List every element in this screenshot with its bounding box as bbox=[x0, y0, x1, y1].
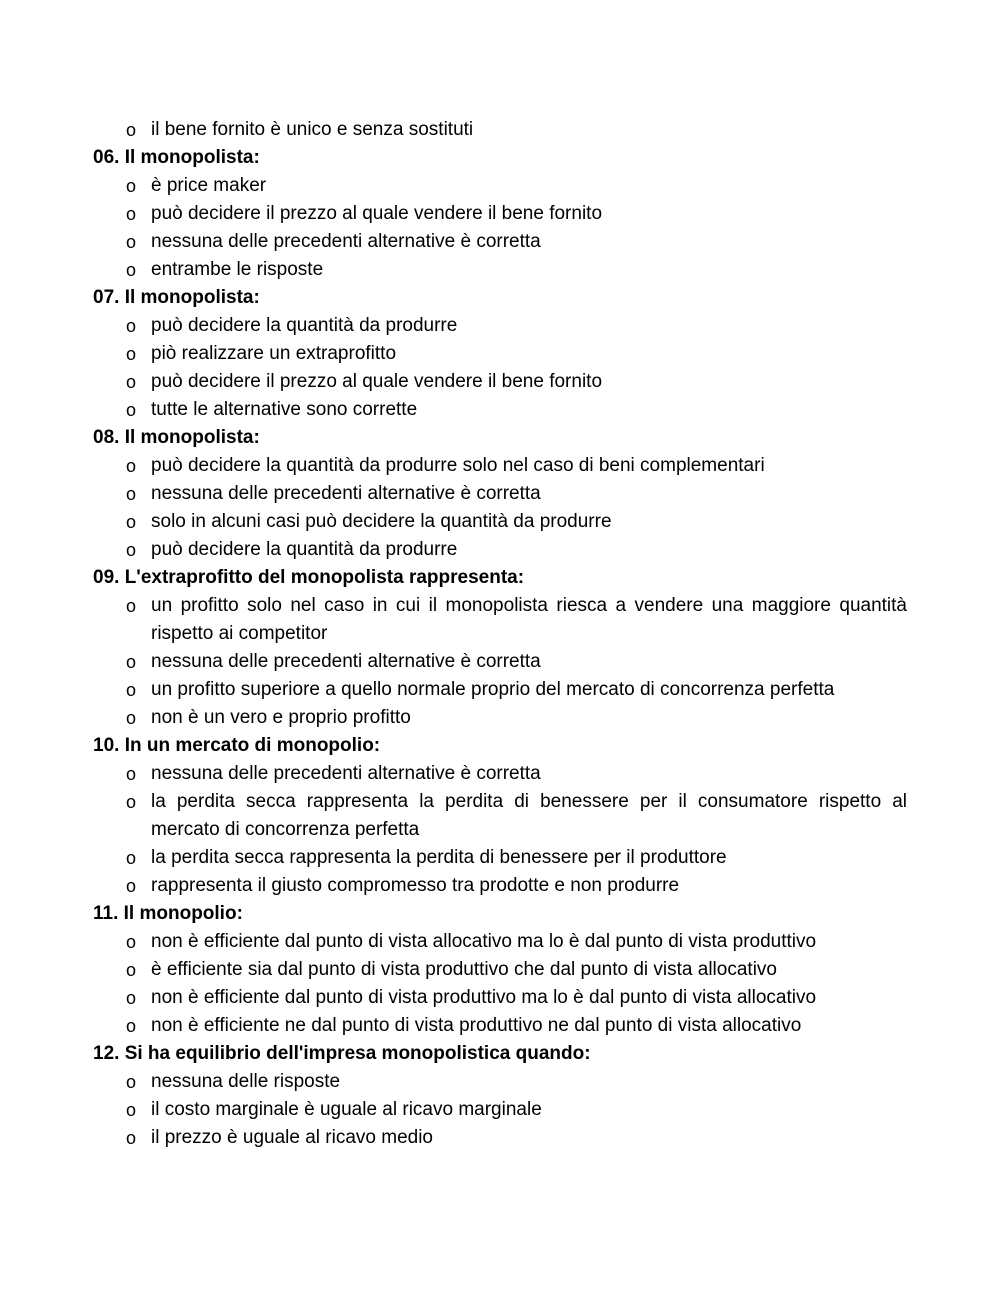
option-text: nessuna delle precedenti alternative è corretta bbox=[151, 483, 541, 504]
answer-option bbox=[93, 760, 907, 788]
bullet-icon: o bbox=[125, 484, 136, 504]
bullet-icon: o bbox=[125, 232, 136, 252]
answer-option bbox=[93, 452, 907, 480]
answer-option-highlighted bbox=[93, 256, 907, 284]
answer-option bbox=[93, 340, 907, 368]
answer-option bbox=[93, 172, 907, 200]
answer-option-highlighted bbox=[93, 788, 907, 844]
bullet-icon: o bbox=[125, 456, 136, 476]
answer-option bbox=[93, 368, 907, 396]
answer-option bbox=[93, 704, 907, 732]
bullet-icon: o bbox=[125, 204, 136, 224]
option-text: solo in alcuni casi può decidere la quantità da produrre bbox=[151, 511, 612, 532]
option-text: nessuna delle risposte bbox=[151, 1071, 341, 1092]
option-text: un profitto solo nel caso in cui il monopolista riesca a vendere una maggiore quantità rispetto ai competitor bbox=[151, 595, 907, 644]
option-text: il prezzo è uguale al ricavo medio bbox=[151, 1127, 433, 1148]
option-text: non è efficiente dal punto di vista allocativo ma lo è dal punto di vista produttivo bbox=[151, 931, 817, 952]
option-text: la perdita secca rappresenta la perdita di benessere per il consumatore rispetto al mercato di concorrenza perfetta bbox=[151, 791, 907, 840]
option-text: non è efficiente dal punto di vista produttivo ma lo è dal punto di vista allocativo bbox=[151, 987, 817, 1008]
question-heading: 11. Il monopolio: bbox=[93, 903, 243, 924]
bullet-icon: o bbox=[125, 932, 136, 952]
bullet-icon: o bbox=[125, 596, 136, 616]
question-heading: 07. Il monopolista: bbox=[93, 287, 260, 308]
bullet-icon: o bbox=[125, 372, 136, 392]
answer-option-highlighted bbox=[93, 536, 907, 564]
answer-option bbox=[93, 592, 907, 648]
option-text: il bene fornito è unico e senza sostituti bbox=[151, 119, 474, 140]
answer-option bbox=[93, 1124, 907, 1152]
option-text: nessuna delle precedenti alternative è corretta bbox=[151, 763, 541, 784]
option-text: può decidere il prezzo al quale vendere il bene fornito bbox=[151, 371, 603, 392]
answer-option bbox=[93, 872, 907, 900]
question-heading: 09. L'extraprofitto del monopolista rappresenta: bbox=[93, 567, 525, 588]
bullet-icon: o bbox=[125, 848, 136, 868]
answer-option bbox=[93, 648, 907, 676]
option-text: rappresenta il giusto compromesso tra prodotte e non produrre bbox=[151, 875, 680, 896]
highlighted-bullet-icon: o bbox=[121, 396, 141, 424]
highlighted-bullet-icon: o bbox=[121, 788, 141, 816]
bullet-icon: o bbox=[125, 512, 136, 532]
option-text: non è efficiente ne dal punto di vista produttivo ne dal punto di vista allocativo bbox=[151, 1015, 802, 1036]
bullet-icon: o bbox=[125, 1072, 136, 1092]
option-text: nessuna delle precedenti alternative è corretta bbox=[151, 231, 541, 252]
bullet-icon: o bbox=[125, 652, 136, 672]
bullet-icon: o bbox=[125, 960, 136, 980]
answer-option-highlighted bbox=[93, 116, 907, 144]
bullet-icon: o bbox=[125, 764, 136, 784]
option-text: è price maker bbox=[151, 175, 267, 196]
answer-option-highlighted bbox=[93, 1096, 907, 1124]
option-text: entrambe le risposte bbox=[151, 259, 324, 280]
answer-option bbox=[93, 228, 907, 256]
bullet-icon: o bbox=[125, 708, 136, 728]
bullet-icon: o bbox=[125, 176, 136, 196]
option-text: piò realizzare un extraprofitto bbox=[151, 343, 397, 364]
answer-option bbox=[93, 312, 907, 340]
option-text: nessuna delle precedenti alternative è corretta bbox=[151, 651, 541, 672]
question-heading: 10. In un mercato di monopolio: bbox=[93, 735, 381, 756]
highlighted-bullet-icon: o bbox=[121, 116, 141, 144]
option-text: può decidere la quantità da produrre solo nel caso di beni complementari bbox=[151, 455, 765, 476]
bullet-icon: o bbox=[125, 988, 136, 1008]
answer-option-highlighted bbox=[93, 396, 907, 424]
answer-option bbox=[93, 508, 907, 536]
highlighted-bullet-icon: o bbox=[121, 536, 141, 564]
answer-option-highlighted bbox=[93, 1012, 907, 1040]
option-text: può decidere la quantità da produrre bbox=[151, 539, 458, 560]
option-text: può decidere il prezzo al quale vendere il bene fornito bbox=[151, 203, 603, 224]
option-text: non è un vero e proprio profitto bbox=[151, 707, 411, 728]
option-text: la perdita secca rappresenta la perdita di benessere per il produttore bbox=[151, 847, 727, 868]
question-heading: 12. Si ha equilibrio dell'impresa monopolistica quando: bbox=[93, 1043, 591, 1064]
bullet-icon: o bbox=[125, 1128, 136, 1148]
option-text: è efficiente sia dal punto di vista produttivo che dal punto di vista allocativo bbox=[151, 959, 777, 980]
bullet-icon: o bbox=[125, 876, 136, 896]
answer-option bbox=[93, 928, 907, 956]
highlighted-bullet-icon: o bbox=[121, 676, 141, 704]
question-heading: 06. Il monopolista: bbox=[93, 147, 260, 168]
quiz-document bbox=[93, 116, 907, 1152]
option-text: un profitto superiore a quello normale proprio del mercato di concorrenza perfetta bbox=[151, 679, 835, 700]
option-text: il costo marginale è uguale al ricavo marginale bbox=[151, 1099, 542, 1120]
highlighted-bullet-icon: o bbox=[121, 256, 141, 284]
answer-option bbox=[93, 844, 907, 872]
highlighted-bullet-icon: o bbox=[121, 1096, 141, 1124]
answer-option bbox=[93, 200, 907, 228]
answer-option bbox=[93, 480, 907, 508]
answer-option bbox=[93, 984, 907, 1012]
question-heading: 08. Il monopolista: bbox=[93, 427, 260, 448]
answer-option bbox=[93, 1068, 907, 1096]
highlighted-bullet-icon: o bbox=[121, 1012, 141, 1040]
option-text: può decidere la quantità da produrre bbox=[151, 315, 458, 336]
answer-option-highlighted bbox=[93, 676, 907, 704]
bullet-icon: o bbox=[125, 316, 136, 336]
bullet-icon: o bbox=[125, 344, 136, 364]
option-text: tutte le alternative sono corrette bbox=[151, 399, 418, 420]
answer-option bbox=[93, 956, 907, 984]
